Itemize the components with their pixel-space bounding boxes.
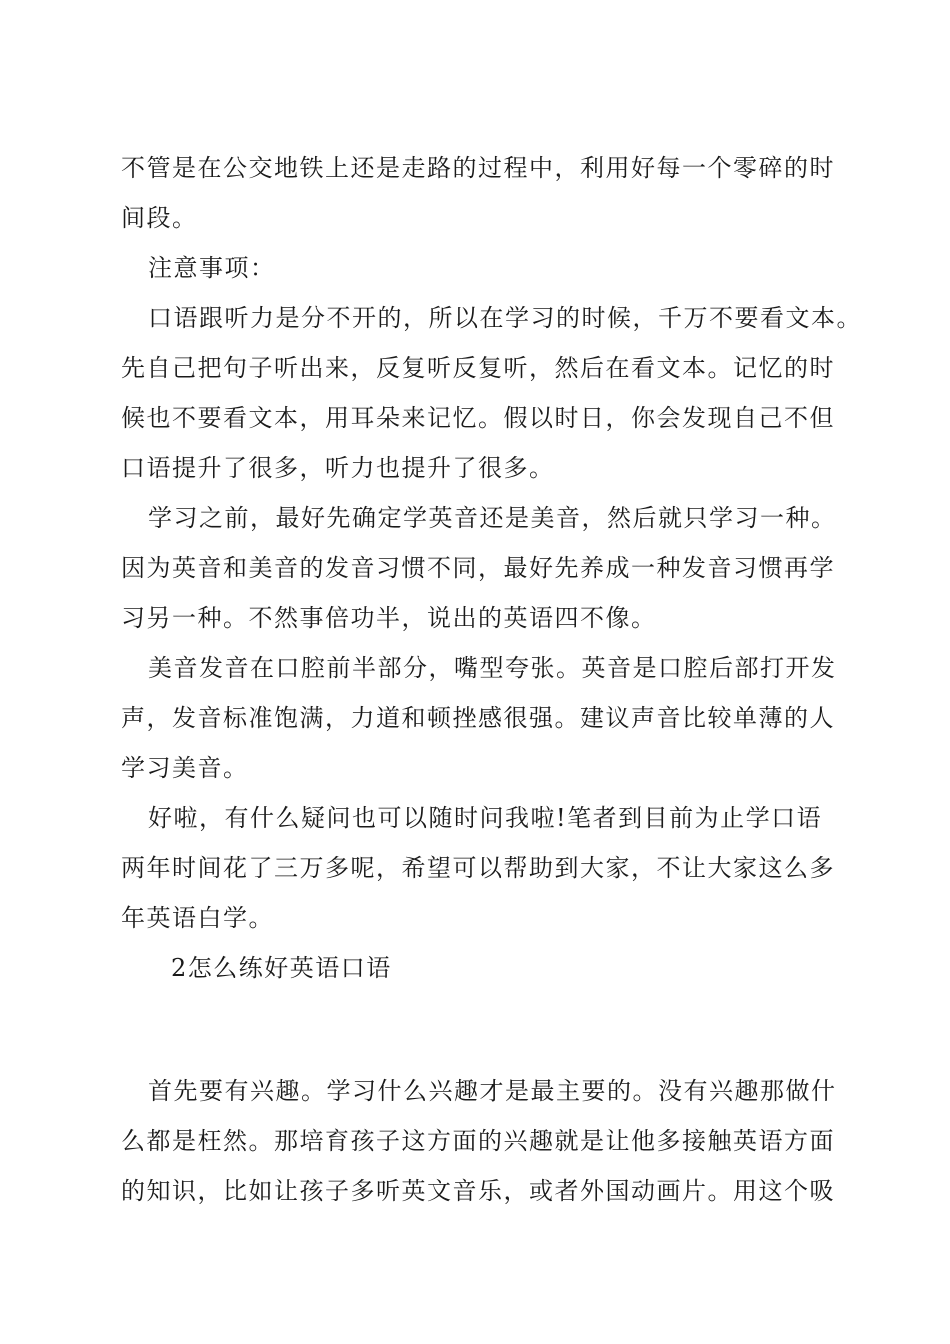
paragraph-line: 不管是在公交地铁上还是走路的过程中，利用好每一个零碎的时: [121, 154, 835, 182]
section-title: 2怎么练好英语口语: [171, 954, 392, 982]
paragraph-accent-choice: [121, 493, 841, 643]
notes-heading: [121, 243, 841, 293]
paragraph-line: 学习之前，最好先确定学英音还是美音，然后就只学习一种。: [148, 504, 837, 532]
paragraph-line: 么都是枉然。那培育孩子这方面的兴趣就是让他多接触英语方面: [121, 1127, 835, 1155]
paragraph-listening: [121, 293, 862, 493]
paragraph-continuation: [121, 143, 841, 243]
paragraph-line: 两年时间花了三万多呢，希望可以帮助到大家，不让大家这么多: [121, 854, 835, 882]
paragraph-line: 口语提升了很多，听力也提升了很多。: [121, 454, 555, 482]
paragraph-line: 先自己把句子听出来，反复听反复听，然后在看文本。记忆的时: [121, 354, 835, 382]
paragraph-line: 好啦，有什么疑问也可以随时问我啦!笔者到目前为止学口语: [148, 804, 823, 832]
paragraph-line: 学习美音。: [121, 754, 249, 782]
paragraph-line: 首先要有兴趣。学习什么兴趣才是最主要的。没有兴趣那做什: [148, 1077, 837, 1105]
paragraph-line: 声，发音标准饱满，力道和顿挫感很强。建议声音比较单薄的人: [121, 704, 835, 732]
paragraph-line: 候也不要看文本，用耳朵来记忆。假以时日，你会发现自己不但: [121, 404, 835, 432]
paragraph-line: 年英语白学。: [121, 904, 274, 932]
paragraph-line: 美音发音在口腔前半部分，嘴型夸张。英音是口腔后部打开发: [148, 654, 837, 682]
paragraph-line: 注意事项：: [148, 254, 276, 282]
paragraph-line: 口语跟听力是分不开的，所以在学习的时候，千万不要看文本。: [148, 304, 862, 332]
paragraph-line: 间段。: [121, 204, 198, 232]
paragraph-line: 的知识，比如让孩子多听英文音乐，或者外国动画片。用这个吸: [121, 1177, 835, 1205]
paragraph-accent-difference: [121, 643, 841, 793]
paragraph-interest: [121, 1066, 841, 1216]
paragraph-line: 习另一种。不然事倍功半，说出的英语四不像。: [121, 604, 657, 632]
paragraph-line: 因为英音和美音的发音习惯不同，最好先养成一种发音习惯再学: [121, 554, 835, 582]
section-heading: [171, 943, 891, 993]
paragraph-closing: [121, 793, 841, 943]
